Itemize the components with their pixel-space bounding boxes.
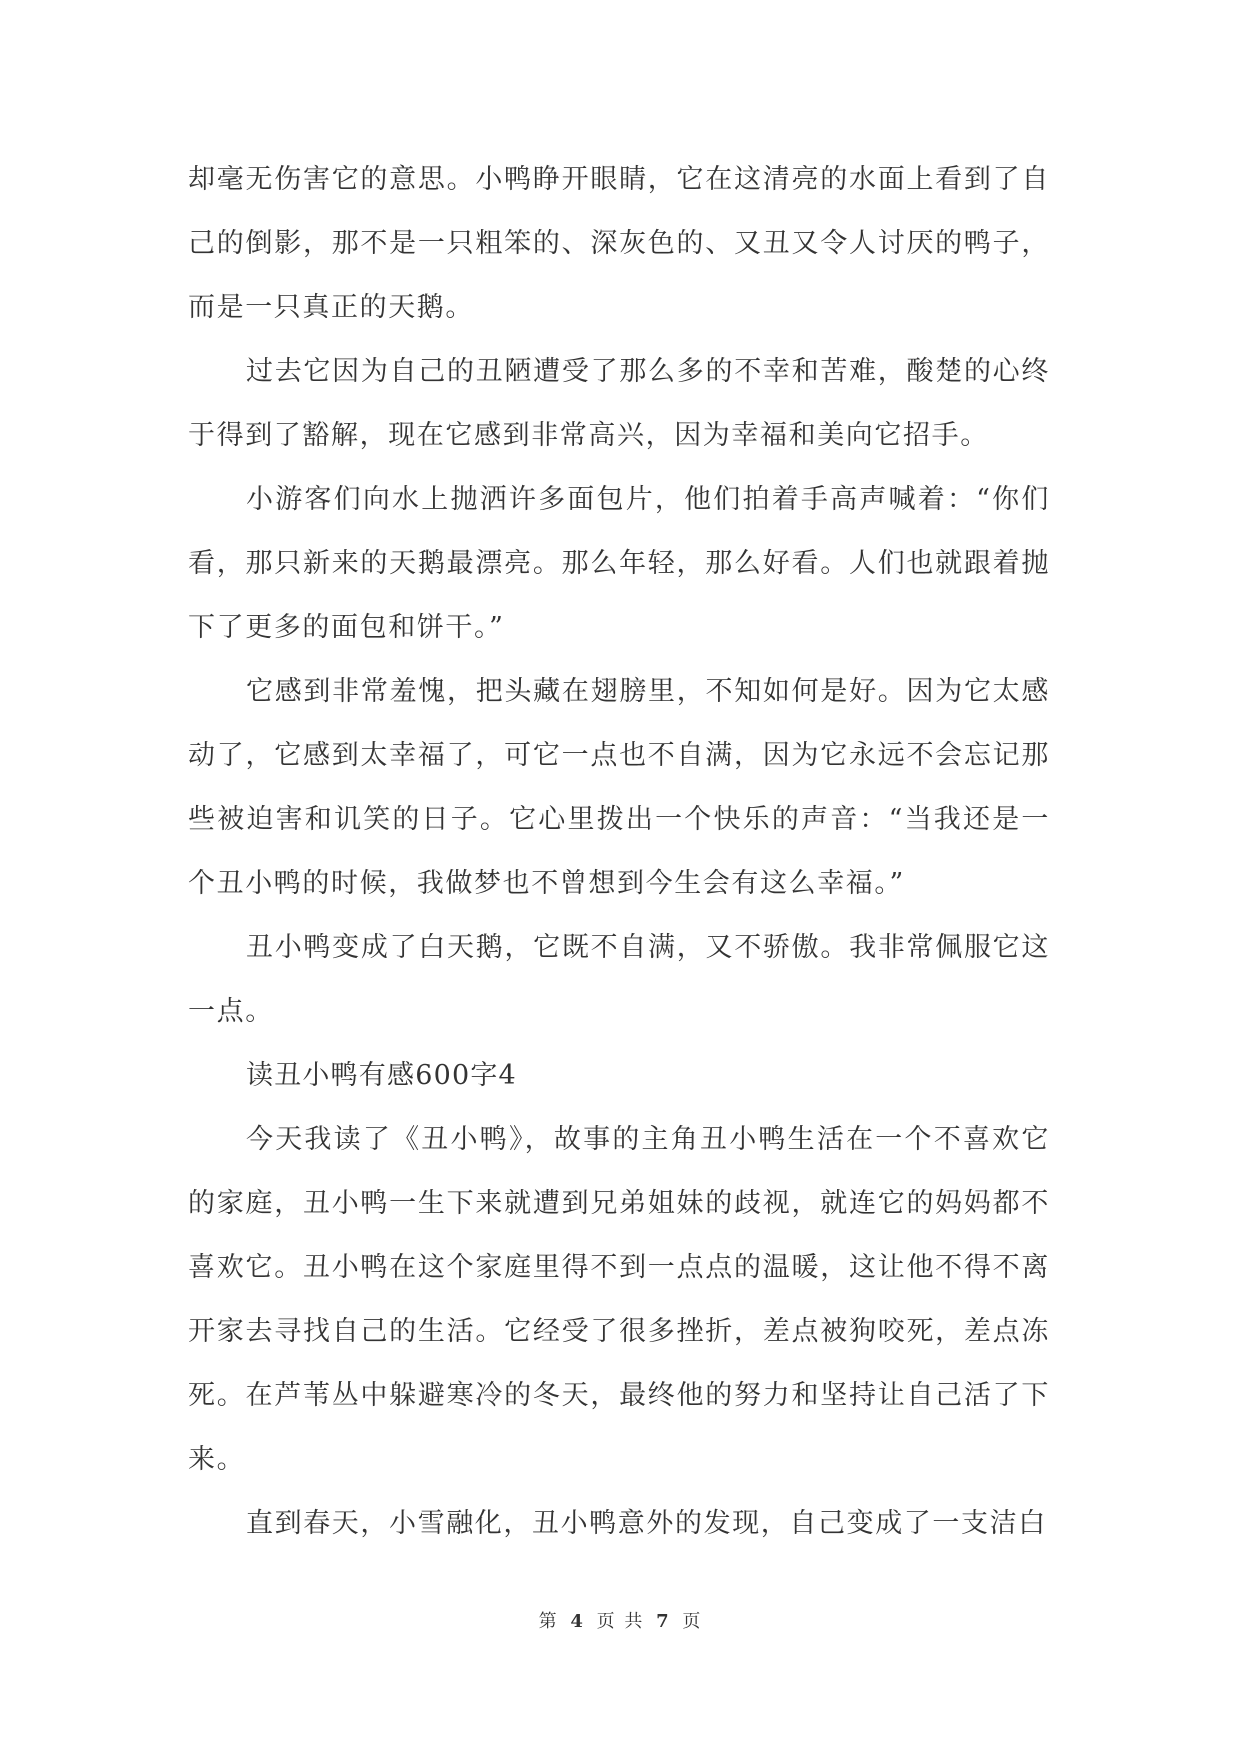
footer-middle: 页 共 bbox=[596, 1611, 645, 1632]
paragraph: 小游客们向水上抛洒许多面包片，他们拍着手高声喊着：“你们看，那只新来的天鹅最漂亮。那么年轻，那么好看。人们也就跟着抛下了更多的面包和饼干。” bbox=[188, 484, 1050, 643]
footer-prefix: 第 bbox=[538, 1611, 559, 1632]
paragraph: 它感到非常羞愧，把头藏在翅膀里，不知如何是好。因为它太感动了，它感到太幸福了，可它一点也不自满，因为它永远不会忘记那些被迫害和讥笑的日子。它心里拨出一个快乐的声音：“当我还是一个丑小鸭的时候，我做梦也不曾想到今生会有这么幸福。” bbox=[188, 676, 1050, 899]
paragraph: 过去它因为自己的丑陋遭受了那么多的不幸和苦难，酸楚的心终于得到了豁解，现在它感到非常高兴，因为幸福和美向它招手。 bbox=[188, 356, 1050, 451]
document-body bbox=[188, 148, 1050, 1556]
page-footer bbox=[0, 1607, 1241, 1633]
total-pages-number: 7 bbox=[656, 1611, 671, 1632]
paragraph: 直到春天，小雪融化，丑小鸭意外的发现，自己变成了一支洁白 bbox=[246, 1508, 1047, 1539]
paragraph-continued: 却毫无伤害它的意思。小鸭睁开眼睛，它在这清亮的水面上看到了自己的倒影，那不是一只粗笨的、深灰色的、又丑又令人讨厌的鸭子，而是一只真正的天鹅。 bbox=[188, 164, 1050, 323]
section-heading: 读丑小鸭有感600字4 bbox=[246, 1060, 517, 1091]
current-page-number: 4 bbox=[570, 1611, 585, 1632]
paragraph: 今天我读了《丑小鸭》，故事的主角丑小鸭生活在一个不喜欢它的家庭，丑小鸭一生下来就遭到兄弟姐妹的歧视，就连它的妈妈都不喜欢它。丑小鸭在这个家庭里得不到一点点的温暖，这让他不得不离开家去寻找自己的生活。它经受了很多挫折，差点被狗咬死，差点冻死。在芦苇丛中躲避寒冷的冬天，最终他的努力和坚持让自己活了下来。 bbox=[188, 1124, 1050, 1475]
footer-suffix: 页 bbox=[682, 1611, 703, 1632]
paragraph: 丑小鸭变成了白天鹅，它既不自满，又不骄傲。我非常佩服它这一点。 bbox=[188, 932, 1050, 1027]
